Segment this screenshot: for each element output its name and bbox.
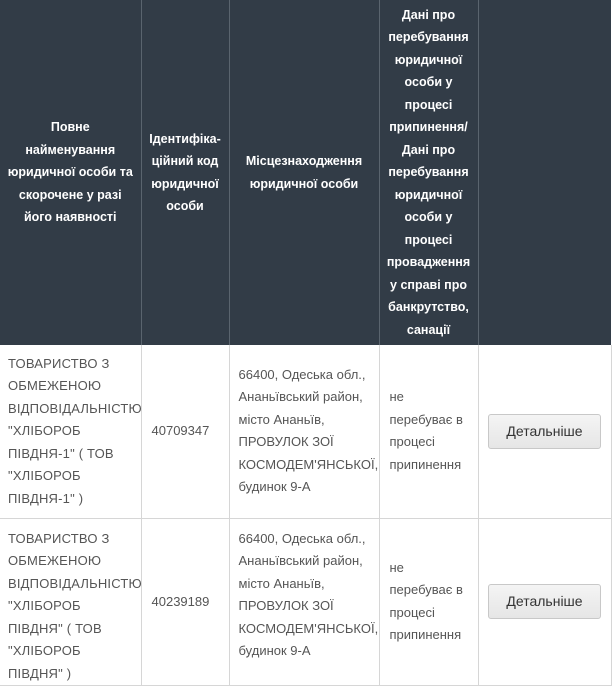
column-header-actions (478, 0, 611, 345)
details-button[interactable]: Детальніше (488, 584, 601, 619)
entity-status-cell: не перебуває в процесі припинення (379, 345, 478, 518)
entity-code-cell: 40239189 (141, 518, 229, 686)
entity-name-cell: ТОВАРИСТВО З ОБМЕЖЕНОЮ ВІДПОВІДАЛЬНІСТЮ "ХЛІБОРОБ ПІВДНЯ-1" ( ТОВ "ХЛІБОРОБ ПІВДНЯ-1" ) (0, 345, 141, 518)
entity-action-cell (478, 345, 611, 518)
column-header-name: Повне найменування юридичної особи та скорочене у разі його наявності (0, 0, 141, 345)
entity-action-cell (478, 518, 611, 686)
column-header-code: Ідентифіка-ційний код юридичної особи (141, 0, 229, 345)
entity-address-cell: 66400, Одеська обл., Ананьївський район, місто Ананьїв, ПРОВУЛОК ЗОЇ КОСМОДЕМ'ЯНСЬКОЇ, будинок 9-А (229, 518, 379, 686)
entity-name-cell: ТОВАРИСТВО З ОБМЕЖЕНОЮ ВІДПОВІДАЛЬНІСТЮ "ХЛІБОРОБ ПІВДНЯ" ( ТОВ "ХЛІБОРОБ ПІВДНЯ" ) (0, 518, 141, 686)
entity-address-cell: 66400, Одеська обл., Ананьївський район, місто Ананьїв, ПРОВУЛОК ЗОЇ КОСМОДЕМ'ЯНСЬКОЇ, будинок 9-А (229, 345, 379, 518)
table-row (0, 518, 611, 686)
column-header-address: Місцезнаходження юридичної особи (229, 0, 379, 345)
entity-code-cell: 40709347 (141, 345, 229, 518)
entity-status-cell: не перебуває в процесі припинення (379, 518, 478, 686)
table-body (0, 345, 611, 686)
details-button[interactable]: Детальніше (488, 414, 601, 449)
table-row (0, 345, 611, 518)
column-header-status: Дані про перебування юридичної особи у процесі припинення/ Дані про перебування юридичної особи у процесі провадження у справі про банкрутство, санації (379, 0, 478, 345)
